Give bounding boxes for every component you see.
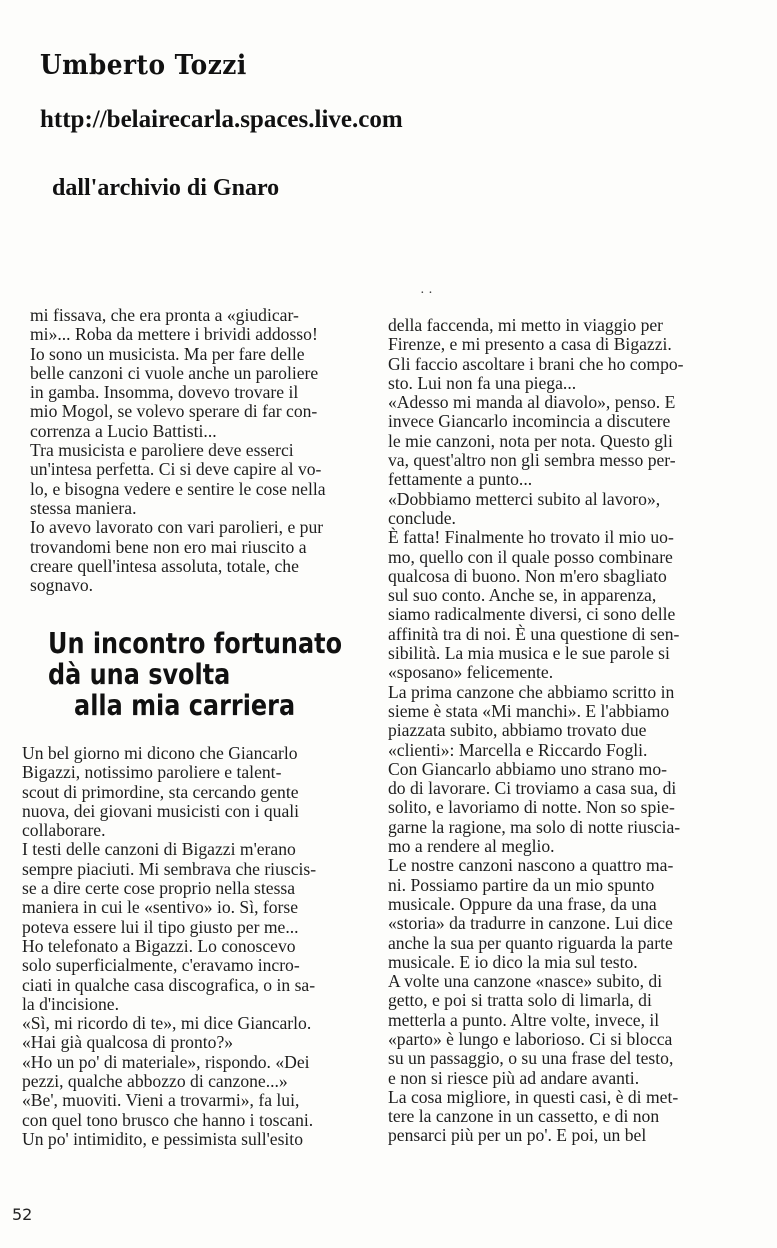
headline-line-1: Un incontro fortunato xyxy=(48,627,343,660)
text-line: siamo radicalmente diversi, ci sono delle xyxy=(388,604,676,625)
text-line: belle canzoni ci vuole anche un paroliere xyxy=(30,362,319,383)
text-line: sto. Lui non fa una piega... xyxy=(388,372,577,393)
text-line: la d'incisione. xyxy=(22,993,119,1014)
headline-line-3: alla mia carriera xyxy=(74,689,296,722)
text-line: conclude. xyxy=(388,507,456,528)
text-line: nuova, dei giovani musicisti con i quali xyxy=(22,800,300,821)
text-line: fettamente a punto... xyxy=(388,469,533,490)
text-line: trovandomi bene non ero mai riuscito a xyxy=(30,536,307,557)
text-line: La cosa migliore, in questi casi, è di met- xyxy=(388,1086,679,1107)
text-line: anche la sua per quanto riguarda la parte xyxy=(388,932,673,953)
text-line: «sposano» felicemente. xyxy=(388,662,554,683)
right-column xyxy=(388,316,733,1146)
text-line: mi»... Roba da mettere i brividi addosso! xyxy=(30,324,318,345)
text-line: «storia» da tradurre in canzone. Lui dice xyxy=(388,913,673,934)
text-line: va, quest'altro non gli sembra messo per- xyxy=(388,450,676,471)
text-line: pezzi, qualche abbozzo di canzone...» xyxy=(22,1071,288,1092)
headline-line-2: dà una svolta xyxy=(48,658,231,691)
text-line: mo, quello con il quale posso combinare xyxy=(388,546,673,567)
text-line: musicale. Oppure da una frase, da una xyxy=(388,893,657,914)
text-line: collaborare. xyxy=(22,820,106,841)
text-line: sieme è stata «Mi manchi». E l'abbiamo xyxy=(388,700,670,721)
text-line: «Sì, mi ricordo di te», mi dice Giancarlo. xyxy=(22,1013,312,1034)
text-line: «Adesso mi manda al diavolo», penso. E xyxy=(388,392,676,413)
text-line: A volte una canzone «nasce» subito, di xyxy=(388,971,663,992)
text-line: «clienti»: Marcella e Riccardo Fogli. xyxy=(388,739,648,760)
text-line: della faccenda, mi metto in viaggio per xyxy=(388,315,664,335)
text-line: mo a rendere al meglio. xyxy=(388,836,555,857)
dots-mark: · · xyxy=(420,286,433,301)
left-column-top xyxy=(30,306,364,595)
text-line: Le nostre canzoni nascono a quattro ma- xyxy=(388,855,674,876)
text-line: e non si riesce più ad andare avanti. xyxy=(388,1067,640,1088)
text-line: le mie canzoni, nota per nota. Questo gli xyxy=(388,430,673,451)
text-line: I testi delle canzoni di Bigazzi m'erano xyxy=(22,839,296,860)
section-headline xyxy=(48,628,342,721)
text-line: qualcosa di buono. Non m'ero sbagliato xyxy=(388,565,667,586)
text-line: Gli faccio ascoltare i brani che ho compo- xyxy=(388,353,684,374)
text-line: Un bel giorno mi dicono che Giancarlo xyxy=(22,743,298,763)
text-line: maniera in cui le «sentivo» io. Sì, forse xyxy=(22,897,299,918)
text-line: sempre piaciuti. Mi sembrava che riuscis- xyxy=(22,858,317,879)
text-line: invece Giancarlo incomincia a discutere xyxy=(388,411,671,432)
text-line: «Hai già qualcosa di pronto?» xyxy=(22,1032,234,1053)
text-line: poteva essere lui il tipo giusto per me... xyxy=(22,916,299,937)
text-line: piazzata subito, abbiamo trovato due xyxy=(388,720,647,741)
archive-credit: dall'archivio di Gnaro xyxy=(52,175,280,201)
text-line: in gamba. Insomma, dovevo trovare il xyxy=(30,382,299,403)
text-line: getto, e poi si tratta solo di limarla, di xyxy=(388,990,652,1011)
text-line: «Dobbiamo metterci subito al lavoro», xyxy=(388,488,661,509)
text-line: musicale. E io dico la mia sul testo. xyxy=(388,951,638,972)
text-line: tere la canzone in un cassetto, e di non xyxy=(388,1106,660,1127)
text-line: mi fissava, che era pronta a «giudicar- xyxy=(30,305,299,325)
text-line: Tra musicista e paroliere deve esserci xyxy=(30,440,294,461)
text-line: do di lavorare. Ci troviamo a casa sua, di xyxy=(388,778,677,799)
page-number: 52 xyxy=(12,1205,33,1224)
text-line: su un passaggio, o su una frase del testo, xyxy=(388,1048,674,1069)
text-line: pensarci più per un po'. E poi, un bel xyxy=(388,1125,647,1146)
text-line: solito, e lavoriamo di notte. Non so spie- xyxy=(388,797,675,818)
text-line: scout di primordine, sta cercando gente xyxy=(22,781,299,802)
text-line: mio Mogol, se volevo sperare di far con- xyxy=(30,401,318,422)
text-line: Io sono un musicista. Ma per fare delle xyxy=(30,343,305,364)
text-line: «Ho un po' di materiale», rispondo. «Dei xyxy=(22,1051,310,1072)
text-line: «Be', muoviti. Vieni a trovarmi», fa lui, xyxy=(22,1090,300,1111)
text-line: ciati in qualche casa discografica, o in sa- xyxy=(22,974,316,995)
text-line: sibilità. La mia musica e le sue parole si xyxy=(388,643,670,664)
text-line: È fatta! Finalmente ho trovato il mio uo- xyxy=(388,527,674,548)
left-column-bottom xyxy=(22,744,362,1149)
text-line: creare quell'intesa assoluta, totale, che xyxy=(30,555,299,576)
source-url[interactable]: http://belairecarla.spaces.live.com xyxy=(40,106,403,133)
text-line: un'intesa perfetta. Ci si deve capire al vo- xyxy=(30,459,322,480)
text-line: metterla a punto. Altre volte, invece, il xyxy=(388,1009,660,1030)
text-line: ni. Possiamo partire da un mio spunto xyxy=(388,874,655,895)
text-line: «parto» è lungo e laborioso. Ci si blocca xyxy=(388,1028,673,1049)
text-line: Firenze, e mi presento a casa di Bigazzi. xyxy=(388,334,672,355)
text-line: con quel tono brusco che hanno i toscani. xyxy=(22,1109,314,1130)
text-line: se a dire certe cose proprio nella stessa xyxy=(22,878,296,899)
text-line: Io avevo lavorato con vari parolieri, e pur xyxy=(30,517,324,538)
text-line: La prima canzone che abbiamo scritto in xyxy=(388,681,675,702)
text-line: sul suo conto. Anche se, in apparenza, xyxy=(388,585,657,606)
text-line: Ho telefonato a Bigazzi. Lo conoscevo xyxy=(22,935,296,956)
text-line: Un po' intimidito, e pessimista sull'esito xyxy=(22,1128,303,1149)
author-title: Umberto Tozzi xyxy=(40,50,247,81)
text-line: lo, e bisogna vedere e sentire le cose nella xyxy=(30,478,326,499)
text-line: Con Giancarlo abbiamo uno strano mo- xyxy=(388,758,667,779)
text-line: garne la ragione, ma solo di notte riuscia- xyxy=(388,816,681,837)
text-line: affinità tra di noi. È una questione di sen- xyxy=(388,623,680,644)
text-line: solo superficialmente, c'eravamo incro- xyxy=(22,955,300,976)
text-line: sognavo. xyxy=(30,575,94,596)
text-line: correnza a Lucio Battisti... xyxy=(30,420,217,441)
text-line: Bigazzi, notissimo paroliere e talent- xyxy=(22,762,282,783)
text-line: stessa maniera. xyxy=(30,497,137,518)
